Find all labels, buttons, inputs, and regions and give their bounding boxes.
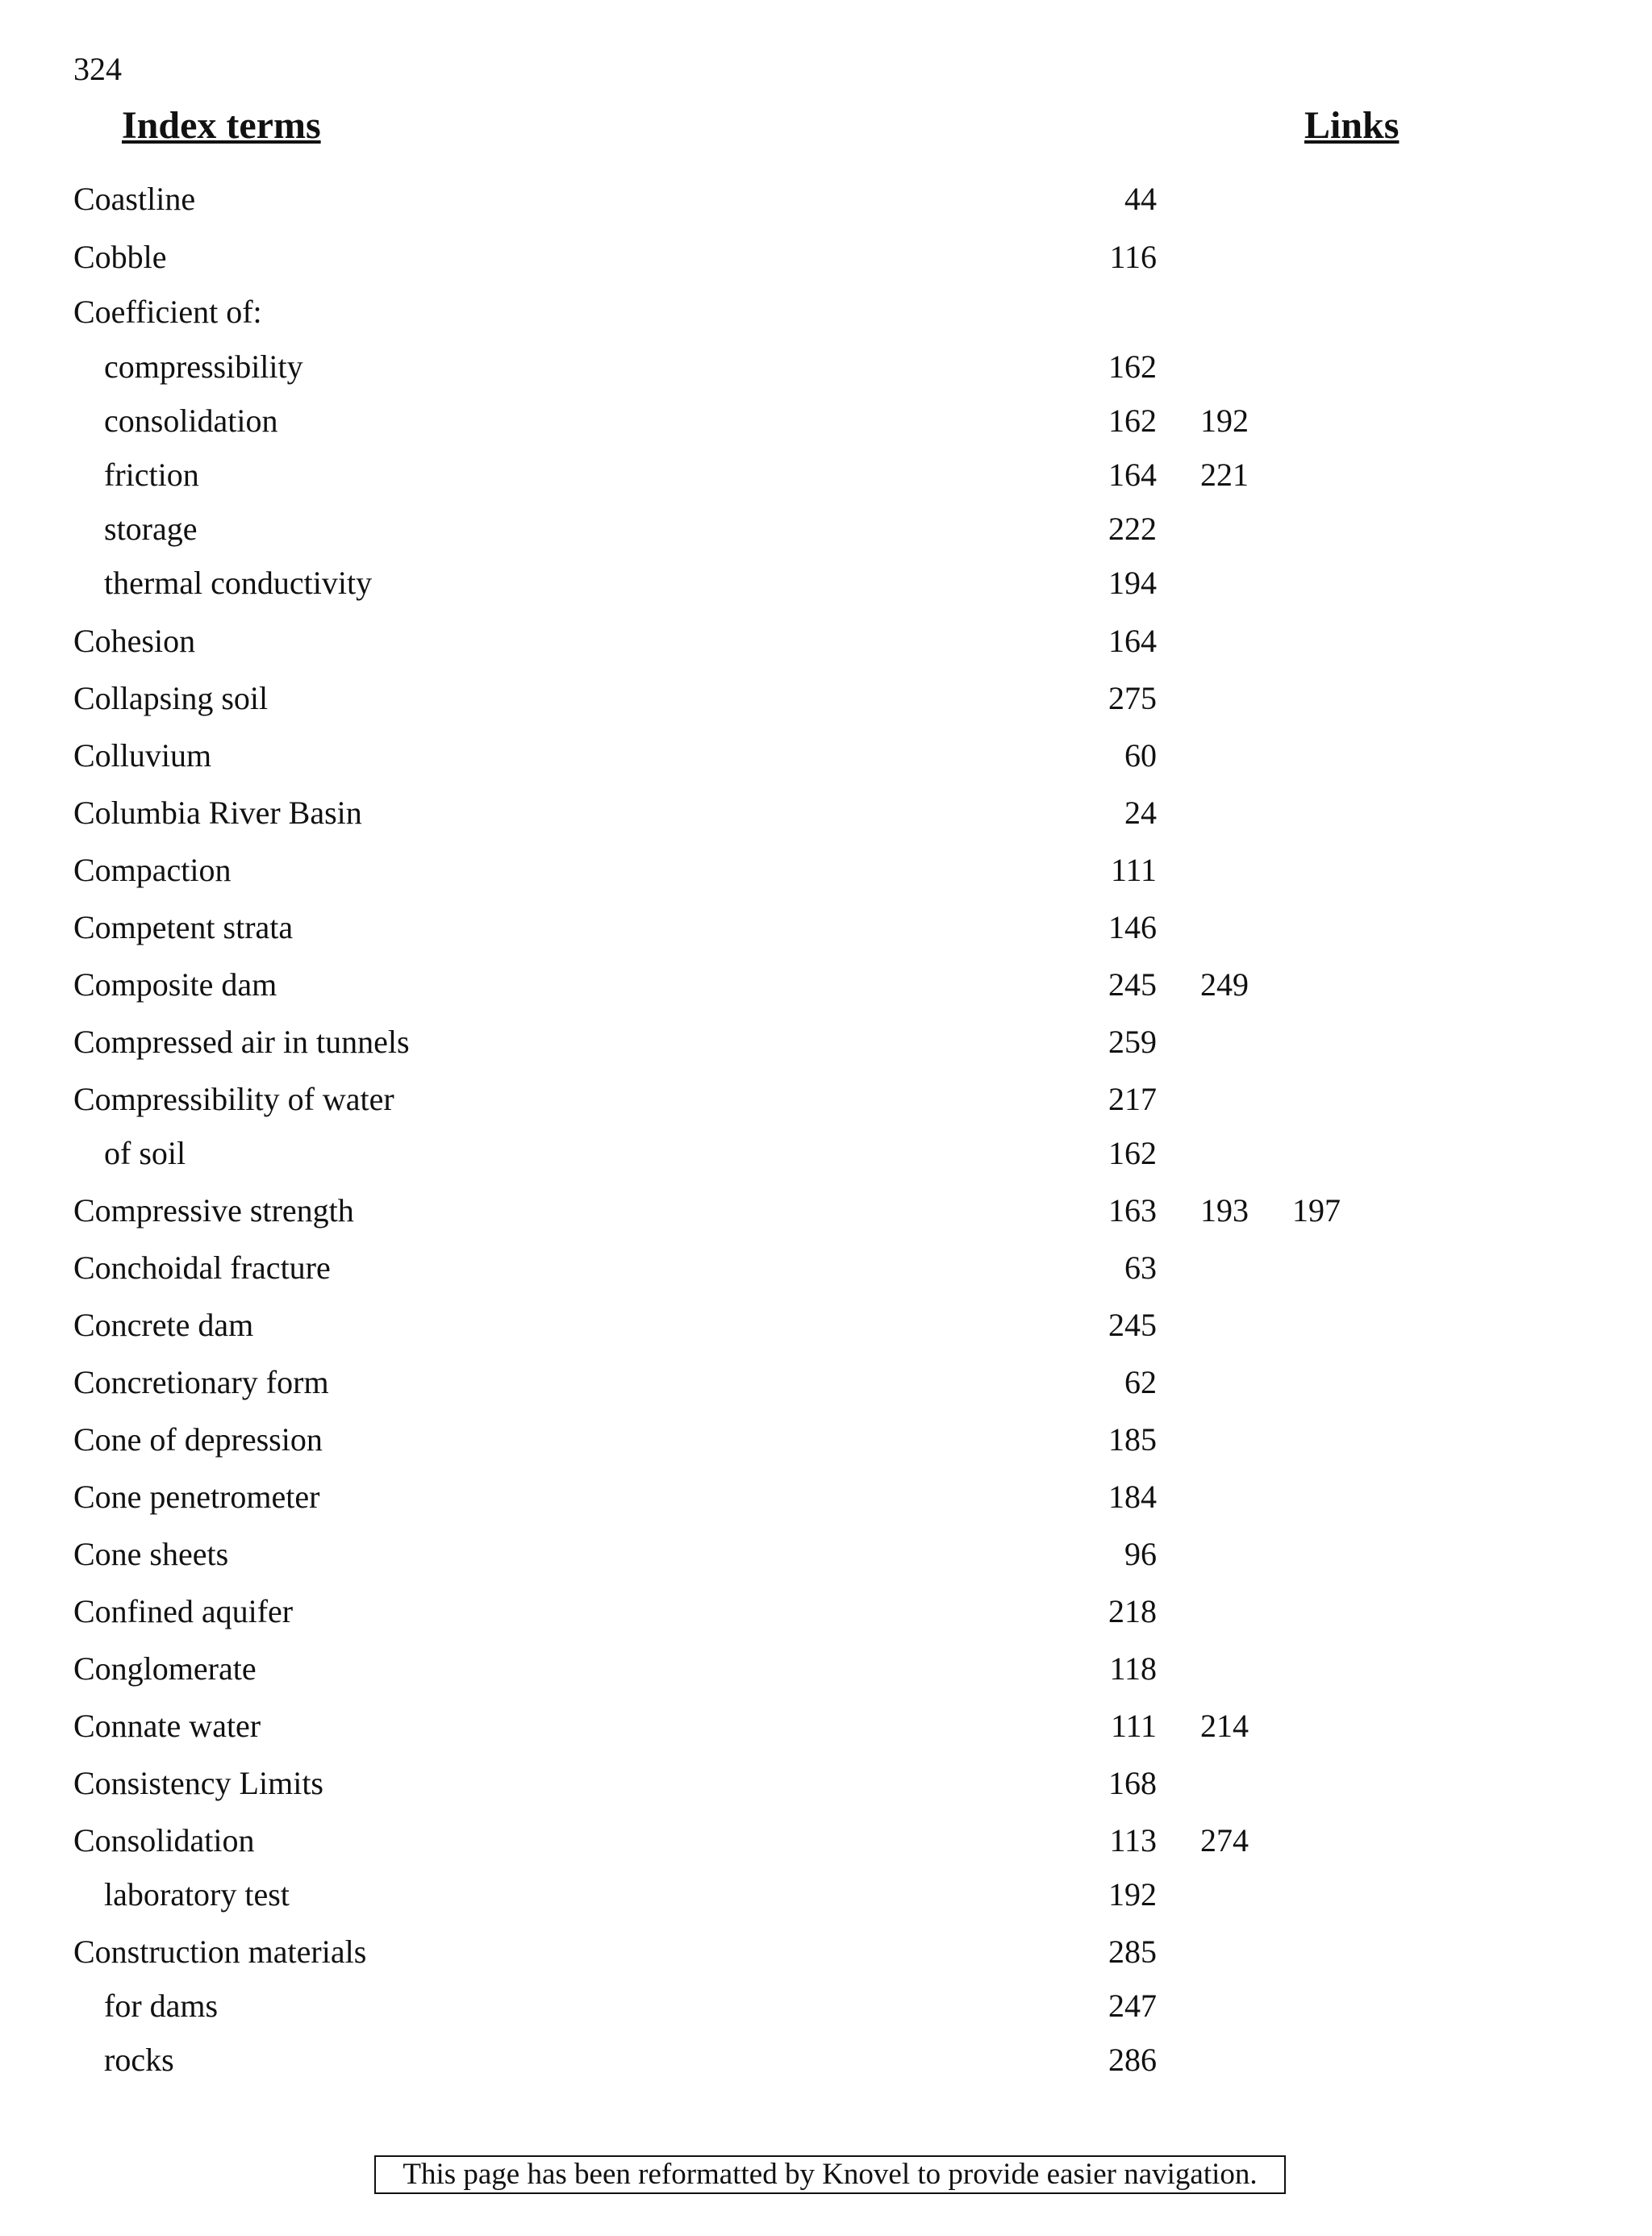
index-entry [0,1022,1652,1062]
page-link[interactable]: 96 [1124,1536,1157,1572]
index-entry [0,179,1652,219]
index-term: Compressibility of water [73,1081,394,1117]
page-link[interactable]: 162 [1108,348,1157,385]
index-entry [0,1477,1652,1517]
page-link[interactable]: 63 [1124,1249,1157,1286]
index-term: for dams [104,1988,219,2024]
index-term: Cohesion [73,623,196,659]
page-link[interactable]: 274 [1200,1822,1249,1858]
page-link[interactable]: 245 [1108,1307,1157,1343]
links-header: Links [1304,104,1400,147]
page-link[interactable]: 62 [1124,1364,1157,1400]
index-subentry [0,1133,1652,1174]
page-link[interactable]: 286 [1108,2042,1157,2078]
index-term: Conglomerate [73,1650,257,1687]
page-link[interactable]: 111 [1110,1708,1157,1744]
index-entry [0,850,1652,891]
index-term: Concretionary form [73,1364,329,1400]
page-link[interactable]: 245 [1108,966,1157,1003]
index-term: Conchoidal fracture [73,1249,331,1286]
index-entry [0,1079,1652,1120]
index-entry [0,292,1652,332]
index-entry [0,621,1652,661]
index-entry [0,678,1652,719]
page-link[interactable]: 275 [1108,680,1157,716]
index-subentry [0,347,1652,387]
index-term: Competent strata [73,909,294,945]
page-link[interactable]: 163 [1108,1192,1157,1229]
index-subentry [0,509,1652,549]
index-term: of soil [104,1135,186,1171]
index-subentry [0,2040,1652,2080]
index-term: Cone of depression [73,1421,323,1458]
index-term: Cone penetrometer [73,1479,320,1515]
index-subentry [0,1986,1652,2026]
index-term: Cobble [73,239,167,275]
index-term: Compressed air in tunnels [73,1024,410,1060]
index-term: Connate water [73,1708,261,1744]
page-link[interactable]: 24 [1124,795,1157,831]
index-subentry [0,455,1652,495]
index-term: Coastline [73,181,196,217]
index-entry [0,1649,1652,1689]
knovel-footer-note: This page has been reformatted by Knovel to provide easier navigation. [374,2155,1286,2194]
index-entry [0,1706,1652,1746]
index-entry [0,237,1652,277]
index-term: Concrete dam [73,1307,254,1343]
index-entry [0,1305,1652,1345]
page-link[interactable]: 184 [1108,1479,1157,1515]
page-link[interactable]: 116 [1109,239,1157,275]
page-link[interactable]: 185 [1108,1421,1157,1458]
page-link[interactable]: 249 [1200,966,1249,1003]
index-term: Columbia River Basin [73,795,362,831]
page-link[interactable]: 164 [1108,623,1157,659]
page-link[interactable]: 164 [1108,457,1157,493]
index-entry [0,1821,1652,1861]
index-term: Compaction [73,852,232,888]
page-link[interactable]: 146 [1108,909,1157,945]
page-link[interactable]: 162 [1108,1135,1157,1171]
page-link[interactable]: 218 [1108,1593,1157,1629]
index-entry [0,1932,1652,1972]
index-entry [0,965,1652,1005]
page-link[interactable]: 197 [1292,1192,1341,1229]
page-link[interactable]: 113 [1109,1822,1157,1858]
index-entry [0,1191,1652,1231]
page-link[interactable]: 118 [1109,1650,1157,1687]
index-term: laboratory test [104,1876,290,1913]
index-entry [0,1248,1652,1288]
page-link[interactable]: 111 [1110,852,1157,888]
page-link[interactable]: 217 [1108,1081,1157,1117]
index-term: storage [104,511,198,547]
page-link[interactable]: 192 [1200,403,1249,439]
index-subentry [0,1875,1652,1915]
index-entry [0,1420,1652,1460]
index-entry [0,1362,1652,1403]
page-link[interactable]: 222 [1108,511,1157,547]
index-term: Consolidation [73,1822,255,1858]
index-term: Composite dam [73,966,277,1003]
page-link[interactable]: 44 [1124,181,1157,217]
index-terms-header: Index terms [122,104,321,147]
index-term: rocks [104,2042,174,2078]
index-term: Collapsing soil [73,680,269,716]
index-entry [0,1591,1652,1632]
index-term: Confined aquifer [73,1593,294,1629]
page-link[interactable]: 259 [1108,1024,1157,1060]
page-link[interactable]: 162 [1108,403,1157,439]
page-link[interactable]: 214 [1200,1708,1249,1744]
index-term: Consistency Limits [73,1765,323,1801]
index-term: compressibility [104,348,303,385]
index-entry [0,907,1652,948]
page-link[interactable]: 285 [1108,1934,1157,1970]
page-link[interactable]: 168 [1108,1765,1157,1801]
index-entry [0,793,1652,833]
index-term: consolidation [104,403,278,439]
index-entry [0,1534,1652,1575]
page-link[interactable]: 221 [1200,457,1249,493]
page-link[interactable]: 247 [1108,1988,1157,2024]
index-term: Colluvium [73,737,212,774]
page-number: 324 [73,51,122,87]
page-link[interactable]: 60 [1124,737,1157,774]
page-link[interactable]: 194 [1108,565,1157,601]
page-link[interactable]: 193 [1200,1192,1249,1229]
index-entry [0,1763,1652,1804]
page-link[interactable]: 192 [1108,1876,1157,1913]
index-term: Construction materials [73,1934,367,1970]
index-term: Coefficient of: [73,294,262,330]
index-term: Compressive strength [73,1192,354,1229]
index-subentry [0,563,1652,603]
index-subentry [0,401,1652,441]
index-term: thermal conductivity [104,565,373,601]
index-term: friction [104,457,199,493]
index-entry [0,736,1652,776]
index-term: Cone sheets [73,1536,229,1572]
